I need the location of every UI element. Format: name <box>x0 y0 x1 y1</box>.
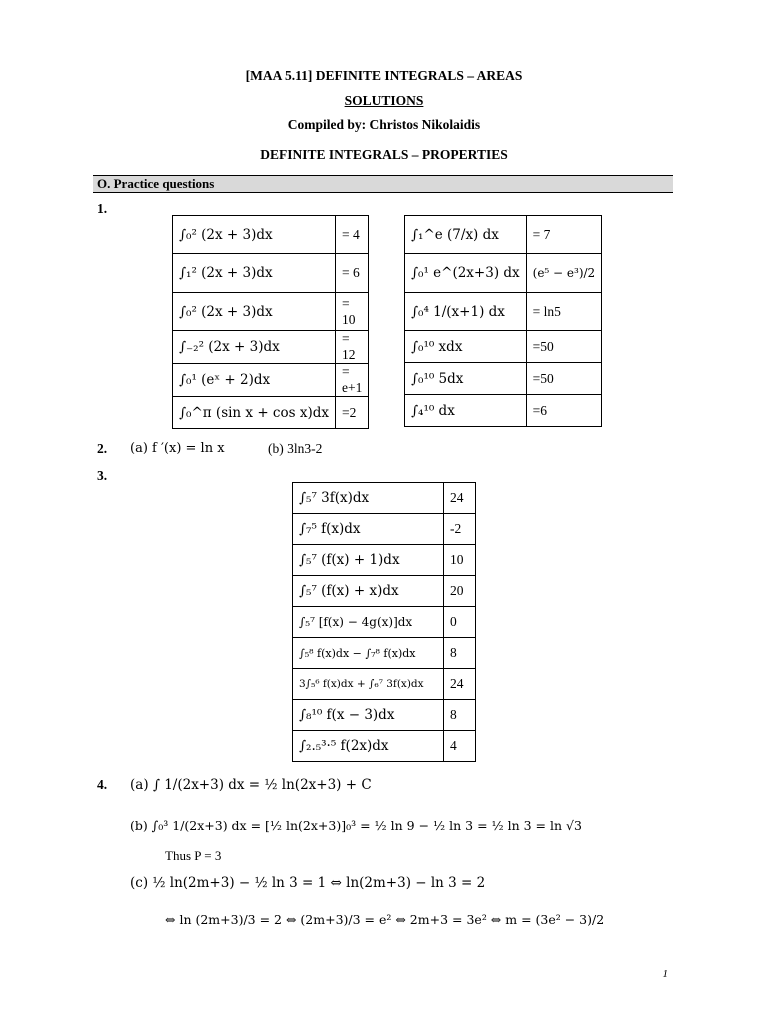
table-row <box>293 576 476 607</box>
integral-cell: ∫₇⁵ f(x)dx <box>293 514 444 545</box>
practice-questions-label: O. Practice questions <box>97 176 215 191</box>
table-row <box>173 364 369 397</box>
value-cell: = 6 <box>335 254 368 293</box>
integral-cell: ∫₅⁷ [f(x) − 4g(x)]dx <box>293 607 444 638</box>
integral-cell: ∫₅⁸ f(x)dx − ∫₇⁸ f(x)dx <box>293 638 444 669</box>
value-cell: =2 <box>335 397 368 429</box>
table-row <box>173 397 369 429</box>
value-cell: = 10 <box>335 293 368 331</box>
page-number: 1 <box>662 968 668 980</box>
integral-cell: ∫₀⁴ 1/(x+1) dx <box>405 293 527 331</box>
table-row <box>173 293 369 331</box>
q4-number: 4. <box>97 777 108 792</box>
integral-cell: ∫₁^e (7/x) dx <box>405 216 527 254</box>
q1-number: 1. <box>97 201 108 216</box>
q1-right-table <box>404 215 602 427</box>
value-cell: = 12 <box>335 331 368 364</box>
value-cell: 0 <box>444 607 476 638</box>
integral-cell: ∫₂.₅³·⁵ f(2x)dx <box>293 731 444 762</box>
integral-cell: ∫₅⁷ (f(x) + 1)dx <box>293 545 444 576</box>
doc-subtitle <box>0 93 768 109</box>
value-cell: =50 <box>526 363 602 395</box>
table-row <box>293 483 476 514</box>
q4-part-b: (b) ∫₀³ 1/(2x+3) dx = [½ ln(2x+3)]₀³ = ½ ln 9 − ½ ln 3 = ½ ln 3 = ln √3 <box>130 818 582 833</box>
table-row <box>405 216 602 254</box>
table-row <box>293 607 476 638</box>
practice-questions-bar <box>93 175 673 193</box>
value-cell: = ln5 <box>526 293 602 331</box>
table-row <box>293 545 476 576</box>
integral-cell: ∫₅⁷ 3f(x)dx <box>293 483 444 514</box>
table-row <box>293 514 476 545</box>
q3-table <box>292 482 476 762</box>
value-cell: = 7 <box>526 216 602 254</box>
q2-part-a: (a) f ′(x) = ln x <box>130 441 225 456</box>
table-row <box>405 363 602 395</box>
table-row <box>173 331 369 364</box>
table-row <box>293 731 476 762</box>
value-cell: = e+1 <box>335 364 368 397</box>
value-cell: 8 <box>444 638 476 669</box>
table-row <box>173 216 369 254</box>
value-cell: 24 <box>444 669 476 700</box>
integral-cell: ∫₀² (2x + 3)dx <box>173 216 336 254</box>
integral-cell: ∫₀¹ e^(2x+3) dx <box>405 254 527 293</box>
table-row <box>405 254 602 293</box>
table-row <box>405 293 602 331</box>
integral-cell: ∫₀¹⁰ xdx <box>405 331 527 363</box>
table-row <box>293 700 476 731</box>
table-row <box>405 331 602 363</box>
integral-cell: ∫₀^π (sin x + cos x)dx <box>173 397 336 429</box>
q4-part-b-conclusion: Thus P = 3 <box>165 848 222 863</box>
table-row <box>173 254 369 293</box>
doc-author: Compiled by: Christos Nikolaidis <box>287 117 481 132</box>
table-row <box>405 395 602 427</box>
value-cell: =50 <box>526 331 602 363</box>
value-cell: 4 <box>444 731 476 762</box>
integral-cell: ∫₀¹⁰ 5dx <box>405 363 527 395</box>
integral-cell: ∫₁² (2x + 3)dx <box>173 254 336 293</box>
q3-number: 3. <box>97 468 108 483</box>
table-row <box>293 638 476 669</box>
value-cell: 24 <box>444 483 476 514</box>
value-cell: (e⁵ − e³)/2 <box>526 254 602 293</box>
integral-cell: ∫₋₂² (2x + 3)dx <box>173 331 336 364</box>
value-cell: 10 <box>444 545 476 576</box>
q4-part-a: (a) ∫ 1/(2x+3) dx = ½ ln(2x+3) + C <box>130 777 372 793</box>
value-cell: -2 <box>444 514 476 545</box>
integral-cell: ∫₅⁷ (f(x) + x)dx <box>293 576 444 607</box>
q4-part-c-derivation: ⇔ ln (2m+3)/3 = 2 ⇔ (2m+3)/3 = e² ⇔ 2m+3 = 3e² ⇔ m = (3e² − 3)/2 <box>165 912 605 927</box>
q2-number: 2. <box>97 441 108 456</box>
integral-cell: ∫₀² (2x + 3)dx <box>173 293 336 331</box>
section-title: DEFINITE INTEGRALS – PROPERTIES <box>260 147 508 162</box>
doc-title: [MAA 5.11] DEFINITE INTEGRALS – AREAS <box>245 68 523 83</box>
integral-cell: ∫₀¹ (eˣ + 2)dx <box>173 364 336 397</box>
table-row <box>293 669 476 700</box>
solutions-label: SOLUTIONS <box>344 93 424 108</box>
value-cell: 8 <box>444 700 476 731</box>
value-cell: 20 <box>444 576 476 607</box>
integral-cell: ∫₈¹⁰ f(x − 3)dx <box>293 700 444 731</box>
q1-left-table <box>172 215 369 429</box>
q4-part-c: (c) ½ ln(2m+3) − ½ ln 3 = 1 ⇔ ln(2m+3) − ln 3 = 2 <box>130 875 486 891</box>
q2-part-b: (b) 3ln3-2 <box>268 441 323 456</box>
value-cell: = 4 <box>335 216 368 254</box>
integral-cell: ∫₄¹⁰ dx <box>405 395 527 427</box>
integral-cell: 3∫₅⁶ f(x)dx + ∫₆⁷ 3f(x)dx <box>293 669 444 700</box>
value-cell: =6 <box>526 395 602 427</box>
